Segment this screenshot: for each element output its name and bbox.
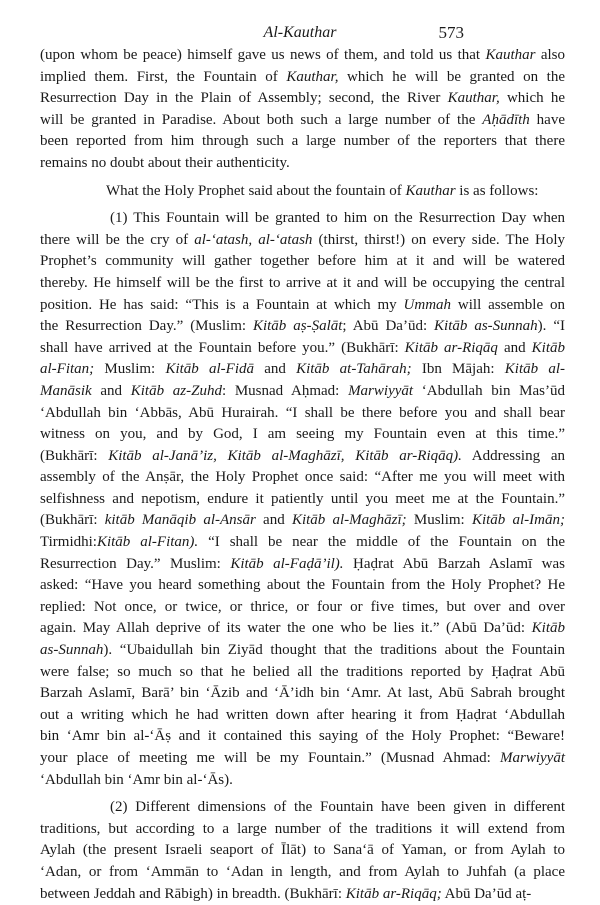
text-line — [40, 181, 565, 203]
text-line — [40, 683, 565, 705]
italic-term: Kauthar — [405, 182, 456, 199]
italic-term: Kitāb az-Zuhd — [130, 382, 222, 399]
text-run: and — [254, 361, 297, 378]
text-run: and — [255, 512, 292, 529]
italic-term: Aḥādīth — [482, 111, 530, 128]
page-header — [0, 20, 600, 44]
italic-term: Kauthar — [485, 47, 536, 63]
italic-term: Marwiyyāt — [500, 750, 565, 766]
text-line — [40, 381, 565, 403]
text-line — [40, 131, 565, 153]
text-run: assembly of the Anṣār, the Holy Prophet once said: “After me you will meet with — [40, 469, 565, 486]
italic-term: kitāb Manāqib al-Ansār — [104, 512, 256, 529]
text-line — [40, 862, 565, 884]
text-run: (thirst, thirst!) on every side. The Holy — [312, 231, 565, 248]
text-run: Muslim: — [94, 361, 166, 378]
text-run: which he — [499, 90, 565, 107]
text-run: been reported from him through such a large number of the reporters that there — [40, 133, 565, 150]
text-run: Prophet’s community will gather together before him at it and will be watered — [40, 253, 565, 270]
text-run: implied them. First, the Fountain of — [40, 68, 287, 85]
text-run: selfishness and nepotism, endure it patiently until you meet me at the Fountain.” — [40, 490, 565, 507]
text-run: Tirmidhi: — [40, 534, 97, 551]
text-run: Ḥaḍrat Abū Barzah Aslamī was — [343, 555, 565, 572]
text-line — [40, 797, 565, 819]
text-line — [40, 840, 565, 862]
text-line — [40, 510, 565, 532]
text-line — [40, 597, 565, 619]
text-line — [40, 67, 565, 89]
text-run: “I shall be near the middle of the Fountain on the — [198, 534, 566, 551]
italic-term: Kitāb as-Sunnah — [434, 318, 538, 335]
text-run: remains no doubt about their authenticity. — [40, 154, 290, 171]
text-run: : Musnad Aḥmad: — [221, 382, 349, 399]
text-line — [40, 554, 565, 576]
text-line — [40, 662, 565, 684]
text-line — [40, 110, 565, 132]
text-line — [40, 489, 565, 511]
paragraph-point-2 — [40, 797, 565, 905]
text-run: and — [91, 382, 131, 399]
text-line — [40, 467, 565, 489]
italic-term: Kitāb — [531, 620, 565, 637]
text-run: ; Abū Da’ūd: — [342, 318, 435, 335]
text-run: (1) This Fountain will be granted to him on the Resurrection Day when — [110, 210, 565, 227]
italic-term: Kitāb al-Faḍā’il). — [230, 555, 344, 572]
text-run: bin ‘Amr bin al-‘Āṣ and it contained this saying of the Holy Prophet: “Beware! — [40, 728, 565, 745]
text-line — [40, 251, 565, 273]
text-run: Addressing an — [461, 447, 565, 464]
text-run: your place of meeting me will be my Fountain.” (Musnad Ahmad: — [40, 750, 500, 766]
text-line — [40, 230, 565, 252]
italic-term: Kauthar, — [447, 90, 500, 107]
text-run: ‘Adan, or from ‘Ammān to ‘Adan in length, and from Aylah to Juhfah (a place — [40, 863, 565, 880]
italic-term: Kitāb — [531, 339, 566, 356]
text-line — [40, 705, 565, 727]
paragraph-intro-continuation — [40, 45, 565, 175]
page-body-text — [40, 45, 565, 905]
italic-term: Kitāb al-Fitan). — [96, 534, 199, 551]
italic-term: Kitāb al-Maghāzī; — [291, 512, 407, 529]
text-run: asked: “Have you heard something about the Fountain from the Holy Prophet? He — [40, 577, 565, 594]
text-line — [40, 153, 565, 175]
text-run: the Resurrection Day.” (Muslim: — [40, 318, 253, 335]
running-title: Al-Kauthar — [263, 24, 337, 41]
italic-term: Kitāb aṣ-Ṣalāt — [252, 318, 343, 335]
text-line — [40, 208, 565, 230]
page-number: 573 — [438, 23, 464, 42]
text-run: out a writing which he had written down after hearing it from Ḥaḍrat ‘Abdullah — [40, 706, 565, 723]
italic-term: Kitāb ar-Riqāq — [404, 339, 498, 356]
text-run: ). “I — [537, 318, 565, 335]
text-line — [40, 295, 565, 317]
text-run: is as follows: — [455, 182, 539, 199]
text-line — [40, 532, 565, 554]
text-line — [40, 45, 565, 67]
text-run: which he will be granted on the — [338, 68, 565, 85]
text-run: Abū Da’ūd aṭ- — [441, 885, 532, 902]
text-run: replied: Not once, or twice, or thrice, or four or five times, but over and over — [40, 598, 565, 615]
text-run: ‘Abdullah bin Mas’ūd — [413, 382, 565, 399]
italic-term: Kitāb al-Janā’iz, Kitāb al-Maghāzī, Kitāb ar-Riqāq). — [108, 447, 462, 464]
text-run: witness on you, and by God, I am seeing my Fountain even at this time.” — [40, 426, 565, 443]
text-run: What the Holy Prophet said about the fountain of — [106, 182, 406, 199]
italic-term: Kitāb ar-Riqāq; — [345, 885, 442, 902]
text-run: will assemble on — [451, 296, 565, 313]
italic-term: Marwiyyāt — [348, 382, 414, 399]
text-line — [40, 359, 565, 381]
text-line — [40, 273, 565, 295]
text-run: Aylah (the present Israeli seaport of Īlāt) to Sana‘ā of Yaman, or from Aylah to — [40, 842, 565, 859]
text-run: (Bukhārī: — [40, 447, 109, 464]
text-run: shall have arrived at the Fountain before you.” (Bukhārī: — [40, 339, 405, 356]
text-run: ‘Abdullah bin ‘Amr bin al-‘Ās). — [40, 771, 233, 788]
text-run: ). “Ubaidullah bin Ziyād thought that the traditions about the Fountain — [103, 642, 565, 659]
paragraph-point-1 — [40, 208, 565, 791]
text-line — [40, 640, 565, 662]
text-run: traditions, but according to a large number of the traditions it will extend from — [40, 820, 565, 837]
italic-term: Kitāb al- — [504, 361, 565, 378]
italic-term: Kitāb al-Fidā — [165, 361, 254, 378]
italic-term: Kauthar, — [286, 68, 339, 85]
text-line — [40, 748, 565, 770]
text-run: also — [535, 47, 565, 63]
italic-term: al-‘atash, al-‘atash — [194, 231, 313, 248]
italic-term: Ummah — [403, 296, 452, 313]
text-line — [40, 446, 565, 468]
text-run: position. He has said: “This is a Fountain at which my — [40, 296, 404, 313]
text-line — [40, 88, 565, 110]
text-run: thereby. He himself will be the first to arrive at it and will be occupying the central — [40, 274, 565, 291]
text-line — [40, 884, 565, 905]
text-line — [40, 770, 565, 792]
italic-term: Kitāb al-Imān; — [471, 512, 565, 529]
text-run: Ibn Mājah: — [411, 361, 505, 378]
text-line — [40, 403, 565, 425]
text-run: Resurrection Day.” Muslim: — [40, 555, 231, 572]
text-line — [40, 338, 565, 360]
text-run: Barzah Aslamī, Barā’ bin ‘Āzib and ‘Ā’idh bin ‘Amr. At last, Abū Sabrah brought — [40, 685, 565, 702]
text-run: again. May Allah deprive of its water the one who be lies it.” (Abū Da’ūd: — [40, 620, 532, 637]
text-line — [40, 726, 565, 748]
text-line — [40, 819, 565, 841]
text-line — [40, 424, 565, 446]
text-run: there will be the cry of — [40, 231, 195, 248]
text-line — [40, 316, 565, 338]
text-line — [40, 575, 565, 597]
italic-term: al-Fitan; — [40, 361, 95, 378]
text-run: have — [529, 111, 565, 128]
italic-term: Manāsik — [40, 382, 92, 399]
text-run: between Jeddah and Rābigh) in breadth. (Bukhārī: — [40, 885, 346, 902]
text-run: and — [497, 339, 532, 356]
text-run: (upon whom be peace) himself gave us news of them, and told us that — [40, 47, 486, 63]
text-run: Muslim: — [406, 512, 472, 529]
italic-term: Kitāb at-Tahārah; — [296, 361, 412, 378]
text-run: ‘Abdullah bin ‘Abbās, Abū Hurairah. “I shall be there before you and shall bear — [40, 404, 565, 421]
text-run: will be granted in Paradise. About both such a large number of the — [40, 111, 483, 128]
text-line — [40, 618, 565, 640]
text-run: (Bukhārī: — [40, 512, 105, 529]
paragraph-intro-statement — [40, 181, 565, 203]
text-run: (2) Different dimensions of the Fountain have been given in different — [110, 799, 565, 816]
text-run: Resurrection Day in the Plain of Assembly; second, the River — [40, 90, 448, 107]
italic-term: as-Sunnah — [40, 642, 104, 659]
text-run: were false; so much so that he belied all the traditions reported by Ḥaḍrat Abū — [40, 663, 565, 680]
